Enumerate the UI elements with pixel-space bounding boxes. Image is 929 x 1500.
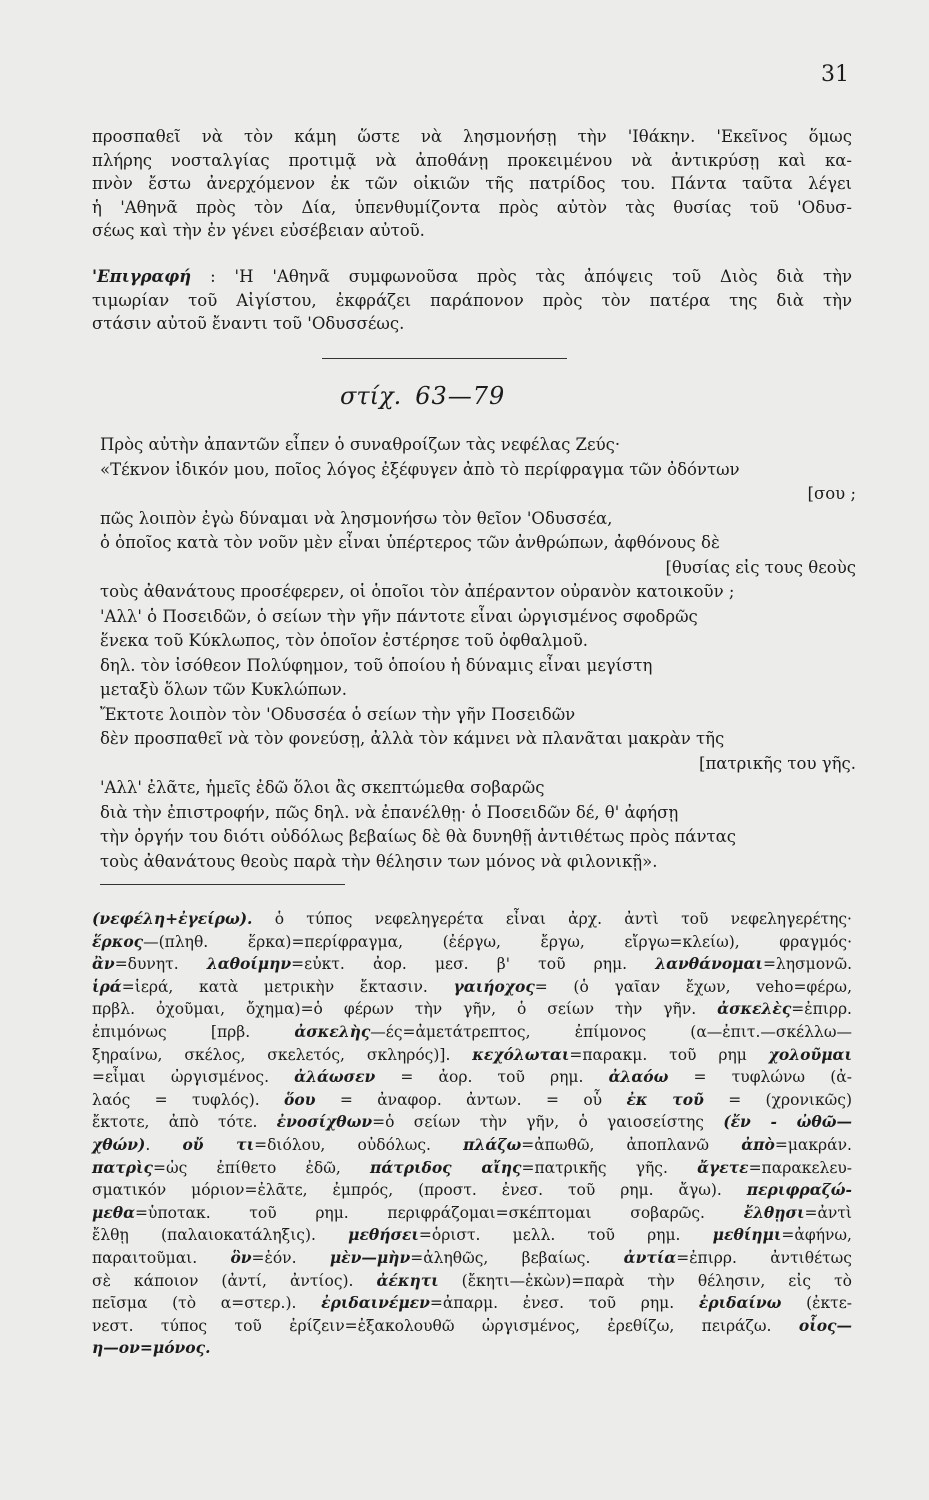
note-text: =πατρικῆς γῆς.	[521, 1158, 698, 1177]
note-text: =διόλου, οὐδόλως.	[254, 1135, 464, 1154]
note-text: = ἀναφορ. ἀντων. = οὗ	[315, 1090, 627, 1109]
glossary-notes	[92, 908, 852, 1360]
note-line	[92, 931, 852, 954]
note-headword: ἀλάωσεν	[294, 1067, 376, 1087]
verse-line: τοὺς ἀθανάτους θεοὺς παρὰ τὴν θέλησιν των μόνος νὰ φιλονικῇ».	[100, 851, 658, 871]
note-line	[92, 1044, 852, 1067]
verse-line: διὰ τὴν ἐπιστροφήν, πῶς δηλ. νὰ ἐπανέλθῃ· ὁ Ποσειδῶν δέ, θ' ἀφήσῃ	[100, 802, 679, 822]
note-headword: πλάζω	[463, 1134, 522, 1154]
intro-line: ἡ 'Αθηνᾶ πρὸς τὸν Δία, ὑπενθυμίζοντα πρὸς αὐτὸν τὰς θυσίας τοῦ 'Οδυσ-	[92, 197, 852, 217]
note-text: =ἐπιρρ. ἀντιθέτως	[676, 1248, 852, 1267]
note-text: =ἱερά, κατὰ μετρικὴν ἔκτασιν.	[121, 977, 454, 996]
note-line	[92, 1089, 852, 1112]
note-headword: χθών)	[92, 1134, 146, 1154]
note-line	[92, 1066, 852, 1089]
section-range: 63—79	[415, 382, 506, 410]
note-line	[92, 1111, 852, 1134]
note-headword: ἱρά	[92, 976, 122, 996]
note-text: ἔλθῃ (παλαιοκατάληξις).	[92, 1226, 349, 1245]
note-text: =ὁ σείων τὴν γῆν, ὁ γαιοσείστης	[372, 1113, 724, 1132]
note-text: =ὡς ἐπίθετο ἐδῶ,	[152, 1158, 370, 1177]
verse-translation	[100, 433, 856, 874]
note-headword: περιφραζώ-	[746, 1180, 852, 1200]
note-text: =ἀφήνω,	[781, 1226, 852, 1245]
note-text: =ἐπιρρ.	[791, 1000, 852, 1019]
note-text: =μακράν.	[774, 1135, 852, 1154]
note-text: =ἀντὶ	[804, 1203, 852, 1222]
epigraph-line: τιμωρίαν τοῦ Αἰγίστου, ἐκφράζει παράπονον πρὸς τὸν πατέρα της διὰ τὴν	[92, 290, 852, 310]
note-text: =λησμονῶ.	[762, 955, 853, 974]
note-headword: ἀσκελὴς	[294, 1021, 371, 1041]
note-headword: λαθοίμην	[206, 954, 292, 974]
note-headword: μεθήσει	[348, 1225, 419, 1245]
intro-line: πλήρης νοσταλγίας προτιμᾷ νὰ ἀποθάνῃ προκειμένου νὰ ἀντικρύσῃ καὶ κα-	[92, 150, 852, 170]
note-headword: ἐνοσίχθων	[276, 1112, 373, 1132]
verse-line: δὲν προσπαθεῖ νὰ τὸν φονεύσῃ, ἀλλὰ τὸν κάμνει νὰ πλανᾶται μακρὰν τῆς	[100, 729, 725, 748]
epigraph-line: στάσιν αὐτοῦ ἔναντι τοῦ 'Οδυσσέως.	[92, 314, 405, 333]
note-headword: ἄγετε	[697, 1157, 749, 1177]
note-text: =παρακελευ-	[748, 1158, 853, 1177]
note-headword: ἂν	[92, 954, 115, 974]
note-headword: πατρὶς	[92, 1157, 153, 1177]
verse-line: τὴν ὀργήν του διότι οὐδόλως βεβαίως δὲ θὰ δυνηθῇ ἀντιθέτως πρὸς πάντας	[100, 827, 736, 846]
note-text: ξηραίνω, σκέλος, σκελετός, σκληρός)].	[92, 1045, 473, 1064]
verse-line: 'Αλλ' ὁ Ποσειδῶν, ὁ σείων τὴν γῆν πάντοτε εἶναι ὠργισμένος σφοδρῶς	[100, 606, 698, 626]
note-headword: μὲν—μὴν	[329, 1247, 411, 1267]
note-text: (ἔκητι—ἑκὼν)=παρὰ τὴν θέλησιν, εἰς τὸ	[438, 1271, 853, 1290]
verse-line: [θυσίας εἰς τους θεοὺς	[665, 557, 856, 577]
note-text: =εὐκτ. ἀορ. μεσ. β' τοῦ ρημ.	[291, 955, 656, 974]
note-headword: ὅου	[284, 1089, 316, 1109]
note-text: =ὑποτακ. τοῦ ρημ. περιφράζομαι=σκέπτομαι σοβαρῶς.	[135, 1203, 744, 1222]
intro-paragraph	[92, 125, 852, 243]
note-headword: ἐκ τοῦ	[626, 1089, 704, 1109]
note-text: =ἀπωθῶ, ἀποπλανῶ	[521, 1135, 742, 1154]
note-line	[92, 1179, 852, 1202]
note-headword: οἷος—	[798, 1315, 852, 1335]
verse-line: Ἔκτοτε λοιπὸν τὸν 'Οδυσσέα ὁ σείων τὴν γῆν Ποσειδῶν	[100, 704, 576, 724]
note-line	[92, 1337, 852, 1360]
note-headword: ἐριδαινέμεν	[321, 1293, 430, 1313]
intro-line: προσπαθεῖ νὰ τὸν κάμη ὥστε νὰ λησμονήσῃ τὴν 'Ιθάκην. 'Εκεῖνος ὅμως	[92, 127, 852, 146]
epigraph-paragraph	[92, 265, 852, 336]
verse-line: 'Αλλ' ἐλᾶτε, ἡμεῖς ἐδῶ ὅλοι ἂς σκεπτώμεθα σοβαρῶς	[100, 778, 545, 797]
note-text: =ἀληθῶς, βεβαίως.	[410, 1248, 624, 1267]
note-text: —ές=ἀμετάτρεπτος, ἐπίμονος (α—ἐπιτ.—σκέλλω—	[370, 1022, 852, 1041]
intro-line: σέως καὶ τὴν ἐν γένει εὐσέβειαν αὐτοῦ.	[92, 221, 425, 240]
note-text: ὁ τύπος νεφεληγερέτα εἶναι ἀρχ. ἀντὶ τοῦ νεφεληγερέτης·	[252, 910, 852, 928]
note-line	[92, 953, 852, 976]
note-text: = ἀορ. τοῦ ρημ.	[375, 1068, 609, 1087]
verse-line: τοὺς ἀθανάτους προσέφερεν, οἱ ὁποῖοι τὸν ἀπέραντον οὐρανὸν κατοικοῦν ;	[100, 582, 735, 601]
note-text: =ἑόν.	[251, 1248, 330, 1267]
note-text: παραιτοῦμαι.	[92, 1248, 231, 1267]
page-number: 31	[821, 62, 849, 87]
note-line	[92, 1134, 852, 1157]
verse-line: μεταξὺ ὅλων τῶν Κυκλώπων.	[100, 680, 348, 699]
note-text: = (ὁ γαῖαν ἔχων, veho=φέρω,	[534, 977, 852, 996]
verse-line: δηλ. τὸν ἰσόθεον Πολύφημον, τοῦ ὁποίου ἡ δύναμις εἶναι μεγίστη	[100, 655, 653, 675]
note-text: —(πληθ. ἕρκα)=περίφραγμα, (ἐέργω, ἔργω, εἴργω=κλείω), φραγμός·	[143, 932, 852, 951]
note-text: νεστ. τύπος τοῦ ἐρίζειν=ἐξακολουθῶ ὠργισμένος, ἐρεθίζω, πειράζω.	[92, 1316, 799, 1335]
note-text: ἐπιμόνως [πρβ.	[92, 1022, 295, 1041]
note-text: ἔκτοτε, ἀπὸ τότε.	[92, 1113, 277, 1132]
verse-line: πῶς λοιπὸν ἐγὼ δύναμαι νὰ λησμονήσω τὸν θεῖον 'Οδυσσέα,	[100, 508, 613, 528]
note-text: =εἶμαι ὠργισμένος.	[92, 1068, 295, 1087]
note-text: πρβλ. ὀχοῦμαι, ὄχημα)=ὁ φέρων τὴν γῆν, ὁ σείων τὴν γῆν.	[92, 1000, 718, 1019]
intro-line: πνὸν ἔστω ἀνερχόμενον ἐκ τῶν οἰκιῶν τῆς πατρίδος του. Πάντα ταῦτα λέγει	[92, 174, 852, 193]
note-headword: πάτριδος αἴης	[370, 1157, 522, 1177]
note-headword: μεθα	[92, 1202, 136, 1222]
note-headword: ὃν	[230, 1247, 252, 1267]
note-headword: (ἔν - ὠθῶ—	[723, 1112, 853, 1132]
verse-line: «Τέκνον ἰδικόν μου, ποῖος λόγος ἐξέφυγεν ἀπὸ τὸ περίφραγμα τῶν ὀδόντων	[100, 459, 740, 479]
divider	[322, 358, 567, 359]
divider	[100, 884, 345, 885]
note-line	[92, 1292, 852, 1315]
section-heading	[340, 382, 505, 410]
note-line	[92, 998, 852, 1021]
verse-line: Πρὸς αὐτὴν ἀπαντῶν εἶπεν ὁ συναθροίζων τὰς νεφέλας Ζεύς·	[100, 435, 621, 454]
note-headword: ἀέκητι	[376, 1270, 439, 1290]
note-headword: ἀπὸ	[741, 1134, 775, 1154]
verse-line: ὁ ὁποῖος κατὰ τὸν νοῦν μὲν εἶναι ὑπέρτερος τῶν ἀνθρώπων, ἀφθόνους δὲ	[100, 533, 720, 552]
note-headword: ἔλθῃσι	[743, 1202, 805, 1222]
note-text: =ὁριστ. μελλ. τοῦ ρημ.	[418, 1226, 713, 1245]
note-headword: η—ον=μόνος.	[92, 1338, 211, 1358]
epigraph-label: 'Επιγραφή	[92, 267, 192, 286]
verse-line: [πατρικῆς του γῆς.	[699, 753, 856, 773]
note-text: σὲ κάποιον (ἀντί, ἀντίος).	[92, 1271, 377, 1290]
note-line	[92, 1247, 852, 1270]
note-headword: χολοῦμαι	[768, 1044, 852, 1064]
note-headword: κεχόλωται	[472, 1044, 570, 1064]
note-line	[92, 976, 852, 999]
note-headword: γαιήοχος	[453, 976, 535, 996]
epigraph-line	[92, 265, 852, 289]
note-text: πεῖσμα (τὸ α=στερ.).	[92, 1294, 322, 1313]
note-headword: οὔ τι	[182, 1134, 255, 1154]
note-headword: ἀλαόω	[608, 1067, 669, 1087]
note-headword: μεθίημι	[712, 1225, 782, 1245]
note-text: (ἐκτε-	[781, 1294, 853, 1313]
note-text: =δυνητ.	[114, 955, 207, 974]
note-line	[92, 1202, 852, 1225]
note-line	[92, 1021, 852, 1044]
note-headword: ἐριδαίνω	[698, 1293, 782, 1313]
note-text: λαός = τυφλός).	[92, 1090, 285, 1109]
note-text: = τυφλώνω (ἀ-	[668, 1068, 852, 1087]
note-text: = (χρονικῶς)	[703, 1090, 852, 1109]
note-headword: ἀσκελὲς	[717, 999, 792, 1019]
section-label: στίχ.	[340, 382, 402, 410]
epigraph-text: : 'Η 'Αθηνᾶ συμφωνοῦσα πρὸς τὰς ἀπόψεις τοῦ Διὸς διὰ τὴν	[210, 267, 852, 286]
note-line	[92, 1224, 852, 1247]
note-line	[92, 908, 852, 931]
note-line	[92, 1270, 852, 1293]
note-text: =παρακμ. τοῦ ρημ	[569, 1045, 769, 1064]
note-headword: (νεφέλη+ἐγείρω).	[92, 909, 253, 928]
note-line	[92, 1157, 852, 1180]
note-headword: ἕρκος	[92, 931, 144, 951]
note-text: =ἀπαρμ. ἐνεσ. τοῦ ρημ.	[429, 1294, 699, 1313]
note-headword: ἀντία	[623, 1247, 677, 1267]
note-line	[92, 1315, 852, 1338]
note-headword: λανθάνομαι	[655, 954, 763, 974]
note-text: σματικόν μόριον=ἐλᾶτε, ἐμπρός, (προστ. ἐνεσ. τοῦ ρημ. ἄγω).	[92, 1181, 747, 1200]
note-text: .	[145, 1135, 183, 1154]
verse-line: ἕνεκα τοῦ Κύκλωπος, τὸν ὁποῖον ἐστέρησε τοῦ ὀφθαλμοῦ.	[100, 631, 589, 650]
verse-line: [σου ;	[807, 484, 856, 503]
